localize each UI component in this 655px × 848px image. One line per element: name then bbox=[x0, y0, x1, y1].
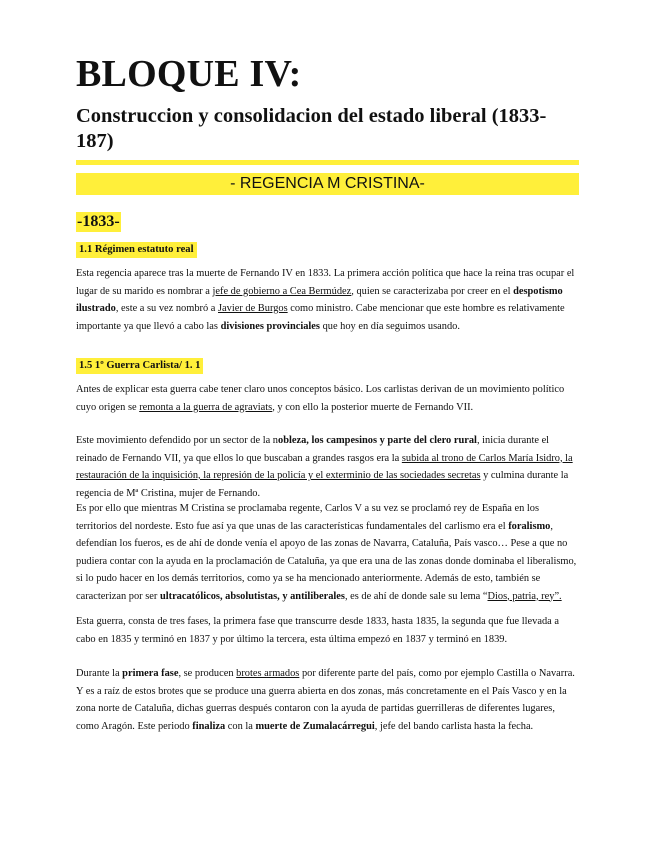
paragraph-movimiento: Este movimiento defendido por un sector de la nobleza, los campesinos y parte del clero rural, inicia durante el reinado de Fernando VII, ya que ellos lo que buscaban a grandes rasgos era la subida al trono de Carlos María Isidro, la restauración de la inquisición, la represión de la policía y el exterminio de las sociedades secretas y culmina durante la regencia de Mª Cristina, mujer de Fernando. bbox=[76, 435, 573, 499]
section-banner: - REGENCIA M CRISTINA- bbox=[76, 173, 579, 195]
underlined-text: Javier de Burgos bbox=[218, 303, 288, 314]
bold-text: obleza, los campesinos y parte del clero rural bbox=[278, 435, 477, 446]
year-label: -1833- bbox=[77, 213, 120, 230]
bold-text: despotismo ilustrado bbox=[76, 285, 563, 314]
paragraph-fases: Esta guerra, consta de tres fases, la primera fase que transcurre desde 1833, hasta 1835, la segunda que fue llevada a cabo en 1835 y terminó en 1837 y por último la tercera, esta última empezó en 1837 y terminó en 1839. bbox=[76, 616, 559, 645]
bold-text: finaliza bbox=[192, 720, 226, 732]
paragraph-conceptos: Antes de explicar esta guerra cabe tener claro unos conceptos básico. Los carlistas derivan de un movimiento político cuyo origen se remonta a la guerra de agraviats, y con ello la posterior muerte de Fernando VII. bbox=[76, 384, 565, 413]
paragraph-primera-fase: Durante la primera fase, se producen brotes armados por diferente parte del país, como por ejemplo Castilla o Navarra. Y es a raíz de estos brotes que se produce una guerra abierta en dos zonas, más concretamente en el País Vasco y en la zona norte de Cataluña, dichas guerras después contaron con la ayuda de partidas guerrilleras de diferentes lugares, como Aragón. Este periodo finaliza con la muerte de Zumalacárregui, jefe del bando carlista hasta la fecha. bbox=[76, 668, 575, 732]
bold-text: foralismo bbox=[508, 520, 551, 532]
bold-text: divisiones provinciales bbox=[220, 320, 320, 332]
section-heading-estatuto-real: 1.1 Régimen estatuto real bbox=[76, 242, 197, 258]
bold-text: muerte de Zumalacárregui bbox=[255, 720, 375, 732]
bold-text: ultracatólicos, absolutistas, y antiliberales bbox=[159, 590, 345, 602]
underlined-text: Dios, patria, rey”. bbox=[487, 590, 562, 602]
underlined-text: jefe de gobierno a Cea Bermúdez bbox=[212, 285, 352, 297]
document-subtitle: Construccion y consolidacion del estado liberal (1833-187) bbox=[76, 105, 547, 152]
document-title: BLOQUE IV: bbox=[76, 53, 302, 95]
yellow-divider bbox=[76, 160, 579, 165]
section-heading-guerra-carlista: 1.5 1º Guerra Carlista/ 1. 1 bbox=[76, 358, 203, 374]
paragraph-carlos-v: Es por ello que mientras M Cristina se proclamaba regente, Carlos V a su vez se proclamó rey de España en los territorios del nordeste. Esto fue así ya que unas de las características fundamentales del carlismo era el foralismo, defendían los fueros, es de ahí de donde venía el apoyo de las zonas de Navarra, Cataluña, País vasco… Pese a que no pudiera contar con la ayuda en la proclamación de Cataluña, ya que era una de las zonas donde dominaba el liberalismo, si lo pudo hacer en los demás territorios, como ya se ha mencionado anteriormente. Además de esto, también se caracterizan por ser ultracatólicos, absolutistas, y antiliberales, es de ahí de donde sale su lema “Dios, patria, rey”. bbox=[76, 503, 577, 602]
underlined-text: remonta a la guerra de agraviats bbox=[139, 401, 273, 413]
underlined-text: brotes armados bbox=[236, 668, 300, 679]
underlined-text: subida al trono de Carlos María Isidro, la restauración de la inquisición, la represión de la policía y el exterminio de las sociedades secretas bbox=[76, 452, 573, 481]
paragraph-regencia: Esta regencia aparece tras la muerte de Fernando IV en 1833. La primera acción política que hace la reina tras ocupar el lugar de su marido es nombrar a jefe de gobierno a Cea Bermúdez, quien se caracterizaba por creer en el despotismo ilustrado, este a su vez nombró a Javier de Burgos como ministro. Cabe mencionar que este hombre es relativamente importante ya que llevó a cabo las divisiones provinciales que hoy en día seguimos usando. bbox=[76, 268, 575, 332]
bold-text: primera fase bbox=[122, 668, 179, 679]
